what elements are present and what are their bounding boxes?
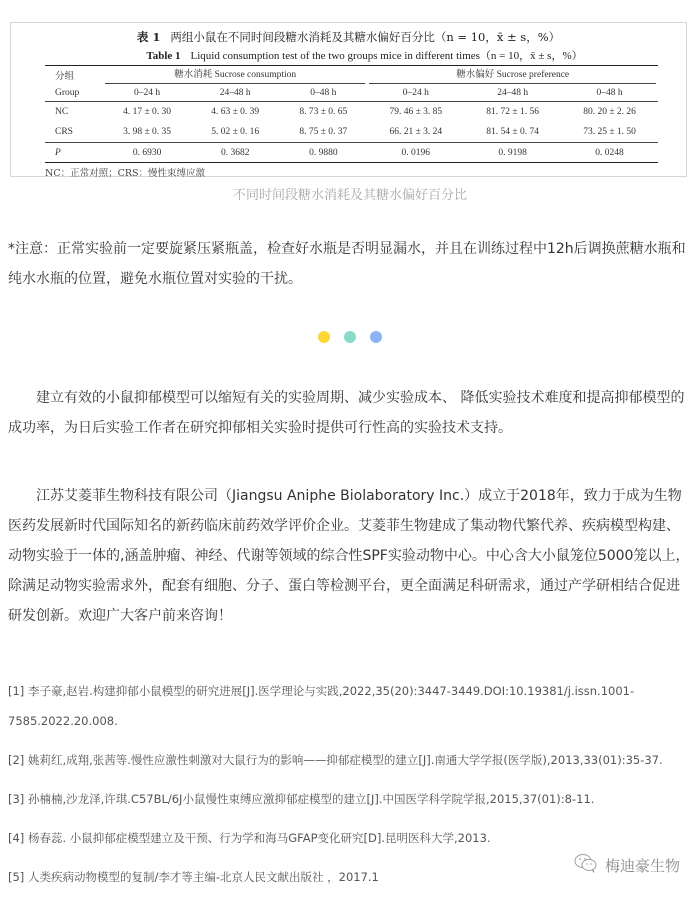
table-figure bbox=[10, 22, 687, 177]
table-cell: 73. 25 ± 1. 50 bbox=[561, 122, 658, 143]
col-header: 24–48 h bbox=[191, 84, 279, 102]
reference-item: [1] 李子豪,赵岩.构建抑郁小鼠模型的研究进展[J].医学理论与实践,2022,35(20):3447-3449.DOI:10.19381/j.issn.1001-7585.2022.20.008. bbox=[8, 684, 635, 728]
table-cell: 0. 0196 bbox=[367, 143, 464, 163]
table-cell: 3. 98 ± 0. 35 bbox=[103, 122, 191, 143]
data-table bbox=[45, 65, 658, 163]
table-cell: 0. 3682 bbox=[191, 143, 279, 163]
table-cell: 4. 17 ± 0. 30 bbox=[123, 107, 172, 117]
table-cell: 81. 72 ± 1. 56 bbox=[486, 107, 540, 117]
col-group-consumption-label: 糖水消耗 Sucrose consumption bbox=[105, 66, 365, 84]
table-footnote: NC：正常对照；CRS：慢性束缚应激 bbox=[45, 168, 206, 179]
table-cell: 4. 63 ± 0. 39 bbox=[211, 107, 260, 117]
figure-caption: 不同时间段糖水消耗及其糖水偏好百分比 bbox=[232, 188, 467, 203]
wechat-icon bbox=[573, 852, 599, 878]
reference-item: [5] 人类疾病动物模型的复制/李才等主编-北京人民文献出版社 ，2017.1 bbox=[8, 870, 379, 884]
table-label-en: Table 1 bbox=[146, 50, 181, 62]
table-title-cn bbox=[11, 29, 686, 45]
company-paragraph: 江苏艾菱菲生物科技有限公司（Jiangsu Aniphe Biolaboratory Inc.）成立于2018年，致力于成为生物医药发展新时代国际知名的新药临床前药效学评价企业。艾菱菲生物建成了集动物代繁代养、疾病模型构建、动物实验于一体的,涵盖肿瘤、神经、代谢等领域的综合性SPF实验动物中心。中心含大小鼠笼位5000笼以上，除满足动物实验需求外，配套有细胞、分子、蛋白等检测平台，更全面满足科研需求，通过产学研相结合促进研发创新。欢迎广大客户前来咨询！ bbox=[8, 488, 690, 624]
table-cell: 80. 20 ± 2. 26 bbox=[583, 107, 636, 117]
group-header-en: Group bbox=[45, 84, 103, 102]
table-cell: 81. 54 ± 0. 74 bbox=[464, 122, 561, 143]
table-row bbox=[45, 122, 658, 143]
row-label: P bbox=[45, 143, 103, 163]
table-cell: 5. 02 ± 0. 16 bbox=[191, 122, 279, 143]
table-cell: 8. 75 ± 0. 37 bbox=[279, 122, 367, 143]
table-cell: 0. 9880 bbox=[279, 143, 367, 163]
table-cell: 0. 0248 bbox=[561, 143, 658, 163]
reference-item: [2] 姚莉红,成翔,张茜等.慢性应激性刺激对大鼠行为的影响——抑郁症模型的建立[J].南通大学学报(医学版),2013,33(01):35-37. bbox=[8, 753, 663, 767]
table-cell: 0. 9198 bbox=[464, 143, 561, 163]
col-header: 0–48 h bbox=[279, 84, 367, 102]
group-header-cn: 分组 bbox=[45, 66, 103, 85]
table-title-en-text: Liquid consumption test of the two groups mice in different times（n = 10，x̄ ± s，%） bbox=[190, 50, 583, 62]
table-cell: 8. 73 ± 0. 65 bbox=[299, 107, 348, 117]
col-header: 24–48 h bbox=[464, 84, 561, 102]
divider-dot-teal bbox=[344, 331, 356, 343]
col-group-preference-label: 糖水偏好 Sucrose preference bbox=[369, 66, 656, 84]
table-cell: 0. 6930 bbox=[103, 143, 191, 163]
brand-watermark bbox=[573, 852, 680, 878]
row-label: NC bbox=[55, 107, 69, 117]
reference-item: [4] 杨春蕊. 小鼠抑郁症模型建立及干预、行为学和海马GFAP变化研究[D].昆明医科大学,2013. bbox=[8, 831, 491, 845]
col-header: 0–24 h bbox=[367, 84, 464, 102]
reference-item: [3] 孙楠楠,沙龙泽,许琪.C57BL/6J小鼠慢性束缚应激抑郁症模型的建立[J].中国医学科学院学报,2015,37(01):8-11. bbox=[8, 792, 595, 806]
row-label: CRS bbox=[45, 122, 103, 143]
table-cell: 79. 46 ± 3. 85 bbox=[389, 107, 443, 117]
col-header: 0–48 h bbox=[561, 84, 658, 102]
col-group-consumption bbox=[103, 66, 367, 85]
header-row-groups bbox=[45, 66, 658, 85]
table-title-en bbox=[11, 47, 686, 63]
brand-label: 梅迪豪生物 bbox=[604, 856, 680, 875]
section-divider bbox=[0, 331, 700, 343]
table-row bbox=[45, 102, 658, 123]
divider-dot-yellow bbox=[318, 331, 330, 343]
col-header: 0–24 h bbox=[103, 84, 191, 102]
divider-dot-blue bbox=[370, 331, 382, 343]
note-paragraph: *注意：正常实验前一定要旋紧压紧瓶盖，检查好水瓶是否明显漏水，并且在训练过程中12h后调换蔗糖水瓶和纯水水瓶的位置，避免水瓶位置对实验的干扰。 bbox=[8, 241, 686, 287]
col-group-preference bbox=[367, 66, 658, 85]
intro-paragraph: 建立有效的小鼠抑郁模型可以缩短有关的实验周期、减少实验成本、 降低实验技术难度和提高抑郁模型的成功率，为日后实验工作者在研究抑郁相关实验时提供可行性高的实验技术支持。 bbox=[8, 390, 685, 436]
header-row-times bbox=[45, 84, 658, 102]
table-cell: 66. 21 ± 3. 24 bbox=[367, 122, 464, 143]
table-label-cn: 表 1 bbox=[136, 30, 161, 44]
table-title-cn-text: 两组小鼠在不同时间段糖水消耗及其糖水偏好百分比（n = 10，x̄ ± s，%） bbox=[170, 30, 561, 44]
p-value-row bbox=[45, 143, 658, 163]
